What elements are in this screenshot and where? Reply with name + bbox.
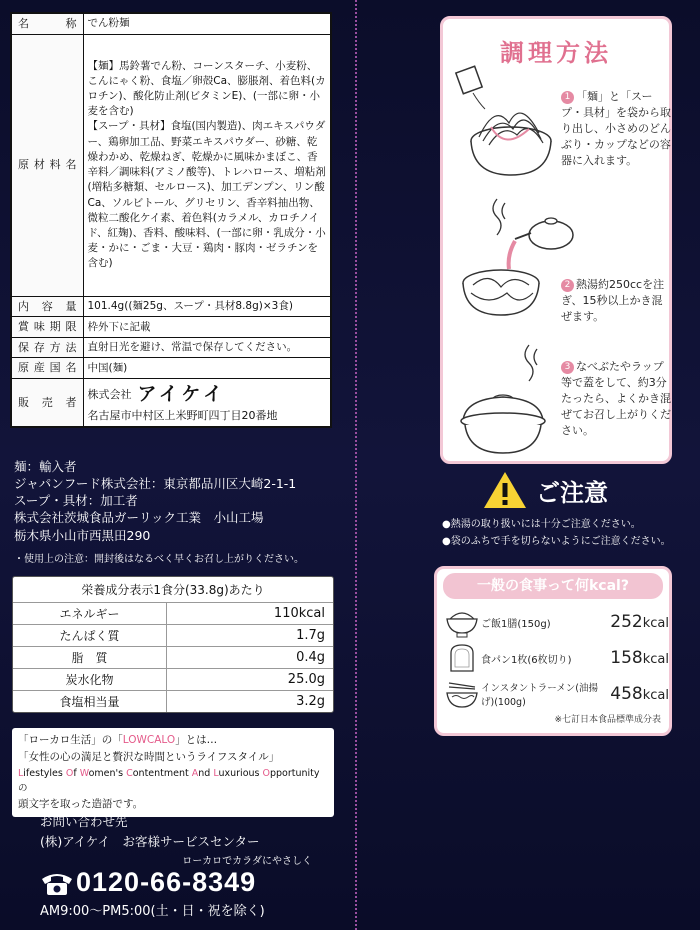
importer-line: 栃木県小山市西黒田290 <box>14 527 151 543</box>
caution-list <box>442 516 671 550</box>
phone-number[interactable]: 0120-66-8349 <box>76 867 257 897</box>
kcal-number: 458 <box>610 684 643 704</box>
acronym-word: omen's <box>88 767 127 779</box>
lowcalo-highlight: LOWCALO <box>122 734 176 746</box>
caution-item: ●袋のふちで手を切らないようにご注意ください。 <box>442 536 671 547</box>
ingredients-table <box>10 12 332 428</box>
nutrient-label: エネルギー <box>13 603 167 625</box>
step-number: 3 <box>561 361 574 374</box>
business-hours: AM9:00〜PM5:00(土・日・祝を除く) <box>40 904 265 919</box>
kcal-number: 252 <box>610 612 643 632</box>
lowcalo-line1 <box>18 732 328 749</box>
step-number: 2 <box>561 279 574 292</box>
nutrient-value: 0.4g <box>167 647 333 669</box>
acronym-initial: W <box>79 767 89 779</box>
covered-bowl-illustration <box>449 337 559 457</box>
nutrient-value: 110kcal <box>167 603 333 625</box>
row-value: でん粉麺 <box>83 13 331 34</box>
bread-icon <box>443 641 481 675</box>
usage-notice: ・使用上の注意：開封後はなるべく早くお召し上がりください。 <box>14 554 304 565</box>
kcal-item-label: 食パン1枚(6枚切り) <box>481 654 572 666</box>
raw-materials-paragraph: 【スープ・具材】食塩(国内製造)、肉エキスパウダー、鶏卵加工品、野菜エキスパウダー、砂糖、乾燥わかめ、乾燥ねぎ、乾燥かに風味かまぼこ、香辛料／調味料(アミノ酸等)、トレハロース、増粘剤(増粘多糖類、セルロース)、加工デンプン、リン酸Ca、ソルビトール、グリセリン、香辛料抽出物、微粒二酸化ケイ素、着色料(カラメル、カロチノイド、紅麹)、香料、酸味料、(一部に卵・乳成分・小麦・かに・ごま・大豆・鶏肉・豚肉・ゼラチンを含む) <box>87 120 326 270</box>
step-text: 熱湯約250ccを注ぎ、15秒以上かき混ぜます。 <box>561 278 665 323</box>
cooking-step-2 <box>561 277 671 325</box>
table-row <box>11 379 331 427</box>
nutrition-row <box>13 603 333 625</box>
kcal-item-label: ご飯1膳(150g) <box>481 618 551 630</box>
seller-cell <box>83 379 331 427</box>
rice-bowl-icon <box>443 605 481 639</box>
caution-title: ご注意 <box>536 478 608 507</box>
table-row <box>11 296 331 317</box>
contact-tagline: ローカロでカラダにやさしく <box>182 856 312 867</box>
telephone-icon <box>38 869 76 897</box>
row-value: 101.4g((麺25g、スープ・具材8.8g)×3食) <box>83 296 331 317</box>
nutrition-title: 栄養成分表示1食分(33.8g)あたり <box>13 577 333 603</box>
nutrient-label: 脂 質 <box>13 647 167 669</box>
kcal-item-label: インスタントラーメン(油揚げ)(100g) <box>481 683 598 708</box>
cooking-title: 調理方法 <box>500 39 612 67</box>
lowcalo-line4: 頭文字を取った造語です。 <box>18 797 144 810</box>
lowcalo-suffix: 」とは… <box>175 734 218 746</box>
cooking-card <box>440 16 672 464</box>
cooking-step-3 <box>561 359 671 439</box>
nutrition-row <box>13 647 333 669</box>
acronym-initial: O <box>262 767 270 779</box>
acronym-initial: C <box>126 767 133 779</box>
acronym-word: uxurious <box>218 767 263 779</box>
acronym-word: の <box>18 782 28 794</box>
lowcalo-prefix: 「ローカロ生活」の「 <box>18 734 123 746</box>
kcal-item-value <box>610 612 669 632</box>
seller-prefix: 株式会社 <box>87 387 132 401</box>
row-value: 中国(麺) <box>83 358 331 379</box>
importer-line: 株式会社茨城食品ガーリック工業 小山工場 <box>14 510 264 526</box>
row-value: 直射日光を避け、常温で保存してください。 <box>83 337 331 358</box>
step-number: 1 <box>561 91 574 104</box>
cooking-step-1 <box>561 89 671 169</box>
row-label: 内 容 量 <box>11 296 83 317</box>
table-row <box>11 358 331 379</box>
acronym-initial: L <box>18 767 24 779</box>
phone-row <box>38 867 340 898</box>
nutrient-label: たんぱく質 <box>13 625 167 647</box>
kcal-unit: kcal <box>642 688 669 703</box>
table-row <box>11 337 331 358</box>
importer-line: 麺：輸入者 <box>14 459 77 474</box>
nutrient-value: 25.0g <box>167 669 333 691</box>
kcal-item <box>443 641 669 675</box>
kcal-comparison-card <box>434 566 672 736</box>
kcal-unit: kcal <box>642 652 669 667</box>
raw-materials-paragraph: 【麺】馬鈴薯でん粉、コーンスターチ、小麦粉、こんにゃく粉、食塩／卵殻Ca、膨脹剤、着色料(カロチン)、酸化防止剤(ビタミンE)、(一部に卵・小麦を含む) <box>87 59 326 118</box>
nutrition-rows <box>13 603 333 712</box>
nutrient-label: 炭水化物 <box>13 669 167 691</box>
row-label: 原材料名 <box>11 34 83 296</box>
nutrition-row <box>13 669 333 691</box>
importer-line: ジャパンフード株式会社：東京都品川区大崎2-1-1 <box>14 476 297 492</box>
nutrient-value: 3.2g <box>296 694 325 709</box>
kcal-source: ※七訂日本食品標準成分表 <box>554 715 661 725</box>
contact-heading: お問い合わせ先 <box>40 814 128 829</box>
warning-icon <box>482 470 528 510</box>
raw-materials-value <box>88 59 327 272</box>
row-value: 枠外下に記載 <box>83 317 331 338</box>
right-panel <box>362 0 700 930</box>
importer-line: スープ・具材：加工者 <box>14 493 138 509</box>
seller-name <box>88 381 327 408</box>
lowcalo-box <box>12 728 334 817</box>
raw-materials-text <box>83 34 331 296</box>
acronym-initial: O <box>65 767 74 779</box>
nutrient-value: 1.7g <box>167 625 333 647</box>
acronym-word: nd <box>198 767 214 779</box>
kcal-item-value <box>610 684 669 704</box>
importer-info <box>14 458 344 544</box>
step-text: 「麺」と「スープ・具材」を袋から取り出し、小さめのどんぶり・カップなどの容器に入れます。 <box>561 90 671 167</box>
kcal-item-value <box>610 648 669 668</box>
nutrient-label: 食塩相当量 <box>13 691 167 713</box>
seller-address: 名古屋市中村区上米野町四丁目20番地 <box>87 409 278 423</box>
nutrition-table <box>12 576 334 713</box>
acronym-initial: L <box>213 767 219 779</box>
acronym-word: ontentment <box>132 767 192 779</box>
caution-item: ●熱湯の取り扱いには十分ご注意ください。 <box>442 519 641 530</box>
row-label: 販 売 者 <box>11 379 83 427</box>
noodle-bowl-illustration <box>449 63 559 183</box>
row-label: 賞味期限 <box>11 317 83 338</box>
row-label: 名 称 <box>11 13 83 34</box>
acronym-initial: A <box>191 767 199 779</box>
table-row <box>11 317 331 338</box>
acronym-word: pportunity <box>269 767 320 779</box>
acronym-word: ifestyles <box>23 767 66 779</box>
lowcalo-line2: 「女性の心の満足と贅沢な時間というライフスタイル」 <box>18 750 280 763</box>
seller-logo: アイケイ <box>137 383 227 406</box>
kcal-item <box>443 677 669 711</box>
step-text: なべぶたやラップ等で蓋をして、約3分たったら、よくかき混ぜてお召し上がりください。 <box>561 360 671 437</box>
kcal-unit: kcal <box>642 616 669 631</box>
lowcalo-line3 <box>18 766 328 796</box>
row-label: 保存方法 <box>11 337 83 358</box>
kettle-pour-illustration <box>449 189 579 319</box>
ramen-icon <box>443 677 481 711</box>
nutrition-row <box>13 691 333 713</box>
row-label: 原産国名 <box>11 358 83 379</box>
acronym-word: f <box>73 767 80 779</box>
nutrition-row <box>13 625 333 647</box>
table-row <box>11 34 331 296</box>
caution-heading <box>482 470 608 510</box>
column-divider <box>355 0 357 930</box>
table-row <box>11 13 331 34</box>
contact-company: (株)アイケイ お客様サービスセンター <box>40 834 260 849</box>
contact-info <box>40 812 340 919</box>
kcal-number: 158 <box>610 648 643 668</box>
kcal-title: 一般の食事って何kcal? <box>443 573 663 599</box>
kcal-item <box>443 605 669 639</box>
